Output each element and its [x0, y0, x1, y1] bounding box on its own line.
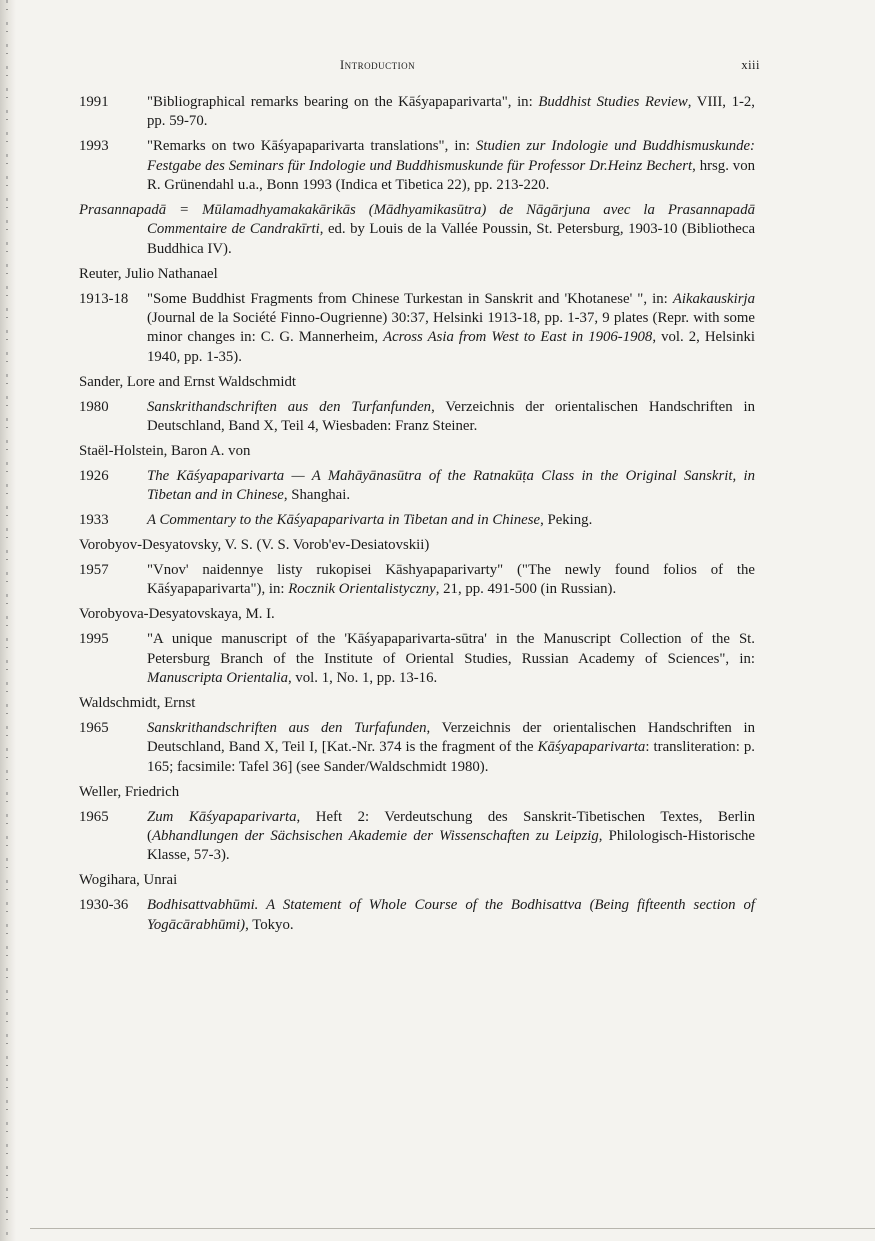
bib-entry [79, 719, 755, 777]
author-name: Vorobyov-Desyatovsky, V. S. (V. S. Vorob'ev-Desiatovskii) [79, 537, 430, 554]
entry-year: 1930-36 [79, 897, 129, 914]
entry-text-part: , ed. by Louis de la Vallée Poussin, St. Petersburg, 1903-10 (Bibliotheca Buddhica IV). [147, 221, 756, 257]
bib-entry [79, 808, 755, 866]
entry-text: "A unique manuscript of the 'Kāśyapaparivarta-sūtra' in the Manuscript Collection of the St. Petersburg Branch of the Institute of Oriental Studies, Russian Academy of Sciences", in: Manuscripta Orientalia, vol. 1, No. 1, pp. 13-16. [147, 631, 755, 687]
entry-title: Across Asia from West to East in 1906-1908 [383, 329, 653, 346]
entry-text: The Kāśyapaparivarta — A Mahāyānasūtra of the Ratnakūṭa Class in the Original Sanskrit, in Tibetan and in Chinese, Shanghai. [147, 467, 755, 504]
author-name: Weller, Friedrich [79, 783, 180, 800]
author-name: Vorobyova-Desyatovskaya, M. I. [79, 606, 275, 623]
entry-title: Studien zur Indologie und Buddhismuskunde: Festgabe des Seminars für Indologie und Buddhismuskunde für Professor Dr.Heinz Bechert [147, 138, 755, 174]
bib-entry [79, 93, 755, 132]
bib-entry [79, 896, 755, 935]
entry-title: Manuscripta Orientalia [147, 670, 288, 687]
bib-entry [79, 290, 755, 368]
bib-entry [79, 467, 755, 506]
bib-entry [79, 137, 755, 195]
entry-text-part: , hrsg. von R. Grünendahl u.a., Bonn 1993 (Indica et Tibetica 22), pp. 213-220. [147, 157, 755, 194]
author-name: Reuter, Julio Nathanael [79, 265, 218, 282]
entry-year: 1980 [79, 398, 109, 415]
bib-entry [79, 630, 755, 688]
scan-bottom-rule [30, 1228, 875, 1229]
entry-title: Aikakauskirja [672, 290, 755, 307]
page-number: xiii [741, 58, 760, 72]
entry-year: 1933 [79, 512, 109, 529]
entry-year: 1926 [79, 467, 109, 484]
entry-text-part: "Remarks on two Kāśyapaparivarta translations", in: [147, 138, 476, 155]
author-name: Sander, Lore and Ernst Waldschmidt [79, 373, 296, 390]
entry-text: Sanskrithandschriften aus den Turfafunden, Verzeichnis der orientalischen Handschriften in Deutschland, Band X, Teil I, [Kat.-Nr. 374 is the fragment of the Kāśyapaparivarta: transliteration: p. 165; facsimile: Tafel 36] (see Sander/Waldschmidt 1980). [147, 719, 755, 775]
entry-year: 1991 [79, 94, 109, 110]
bibliography [79, 93, 755, 940]
entry-title: Sanskrithandschriften aus den Turfanfunden [147, 398, 432, 415]
page-header [340, 58, 760, 76]
author-name: Staël-Holstein, Baron A. von [79, 443, 251, 459]
author-name: Wogihara, Unrai [79, 872, 178, 889]
bib-entry [79, 561, 755, 600]
entry-title: Sanskrithandschriften aus den Turfafunden [147, 719, 427, 736]
bib-entry [79, 511, 755, 530]
entry-title: Buddhist Studies Review [538, 94, 688, 110]
entry-year: 1913-18 [79, 290, 129, 307]
entry-text: Bodhisattvabhūmi. A Statement of Whole Course of the Bodhisattva (Being fifteenth section of Yogācārabhūmi), Tokyo. [147, 897, 755, 933]
entry-text: Sanskrithandschriften aus den Turfanfunden, Verzeichnis der orientalischen Handschriften in Deutschland, Band X, Teil 4, Wiesbaden: Franz Steiner. [147, 398, 755, 435]
running-head: Introduction [340, 58, 416, 72]
entry-text: Zum Kāśyapaparivarta, Heft 2: Verdeutschung des Sanskrit-Tibetischen Textes, Berlin (Abhandlungen der Sächsischen Akademie der Wissenschaften zu Leipzig, Philologisch-Historische Klasse, 57-3). [147, 808, 755, 864]
scan-edge [0, 0, 16, 1241]
entry-title: Kāśyapaparivarta [537, 739, 646, 756]
entry-title: Bodhisattvabhūmi. A Statement of Whole Course of the Bodhisattva (Being fifteenth section of Yogācārabhūmi) [147, 897, 755, 933]
entry-text [147, 93, 755, 132]
entry-text: "Vnov' naidennye listy rukopisei Kāshyapaparivarty" ("The newly found folios of the Kāśyapaparivarta"), in: Rocznik Orientalistyczny, 21, pp. 491-500 (in Russian). [147, 562, 755, 598]
entry-text: "Some Buddhist Fragments from Chinese Turkestan in Sanskrit and 'Khotanese' ", in: Aikakauskirja (Journal de la Société Finno-Ougrienne) 30:37, Helsinki 1913-18, pp. 1-37, 9 plates (Repr. with some minor changes in: C. G. Mannerheim, Across Asia from West to East in 1906-1908, vol. 2, Helsinki 1940, pp. 1-35). [147, 290, 755, 365]
entry-year: 1965 [79, 808, 109, 825]
entry-title: The Kāśyapaparivarta — A Mahāyānasūtra of the Ratnakūṭa Class in the Original Sanskrit, in Tibetan and in Chinese [147, 467, 755, 504]
entry-title: Prasannapadā = Mūlamadhyamakakārikās (Mādhyamikasūtra) de Nāgārjuna avec la Prasannapadā Commentaire de Candrakīrti [79, 202, 755, 238]
entry-title: A Commentary to the Kāśyapaparivarta in Tibetan and in Chinese [147, 512, 541, 529]
bib-entry-prasannapada [79, 201, 755, 259]
entry-text-part: "Bibliographical remarks bearing on the Kāśyapaparivarta", in: [147, 94, 539, 110]
bib-entry [79, 398, 755, 437]
entry-title: Abhandlungen der Sächsischen Akademie der Wissenschaften zu Leipzig [151, 827, 599, 844]
entry-year: 1965 [79, 719, 109, 736]
entry-title: Zum Kāśyapaparivarta [147, 808, 297, 825]
author-name: Waldschmidt, Ernst [79, 694, 196, 711]
entry-text: A Commentary to the Kāśyapaparivarta in Tibetan and in Chinese, Peking. [147, 512, 593, 529]
entry-year: 1995 [79, 631, 109, 648]
entry-title: Rocznik Orientalistyczny [288, 581, 436, 598]
entry-year: 1957 [79, 562, 109, 579]
entry-text-part: , VIII, 1-2, pp. 59-70. [147, 94, 756, 130]
entry-year: 1993 [79, 138, 109, 155]
entry-text [147, 137, 755, 195]
